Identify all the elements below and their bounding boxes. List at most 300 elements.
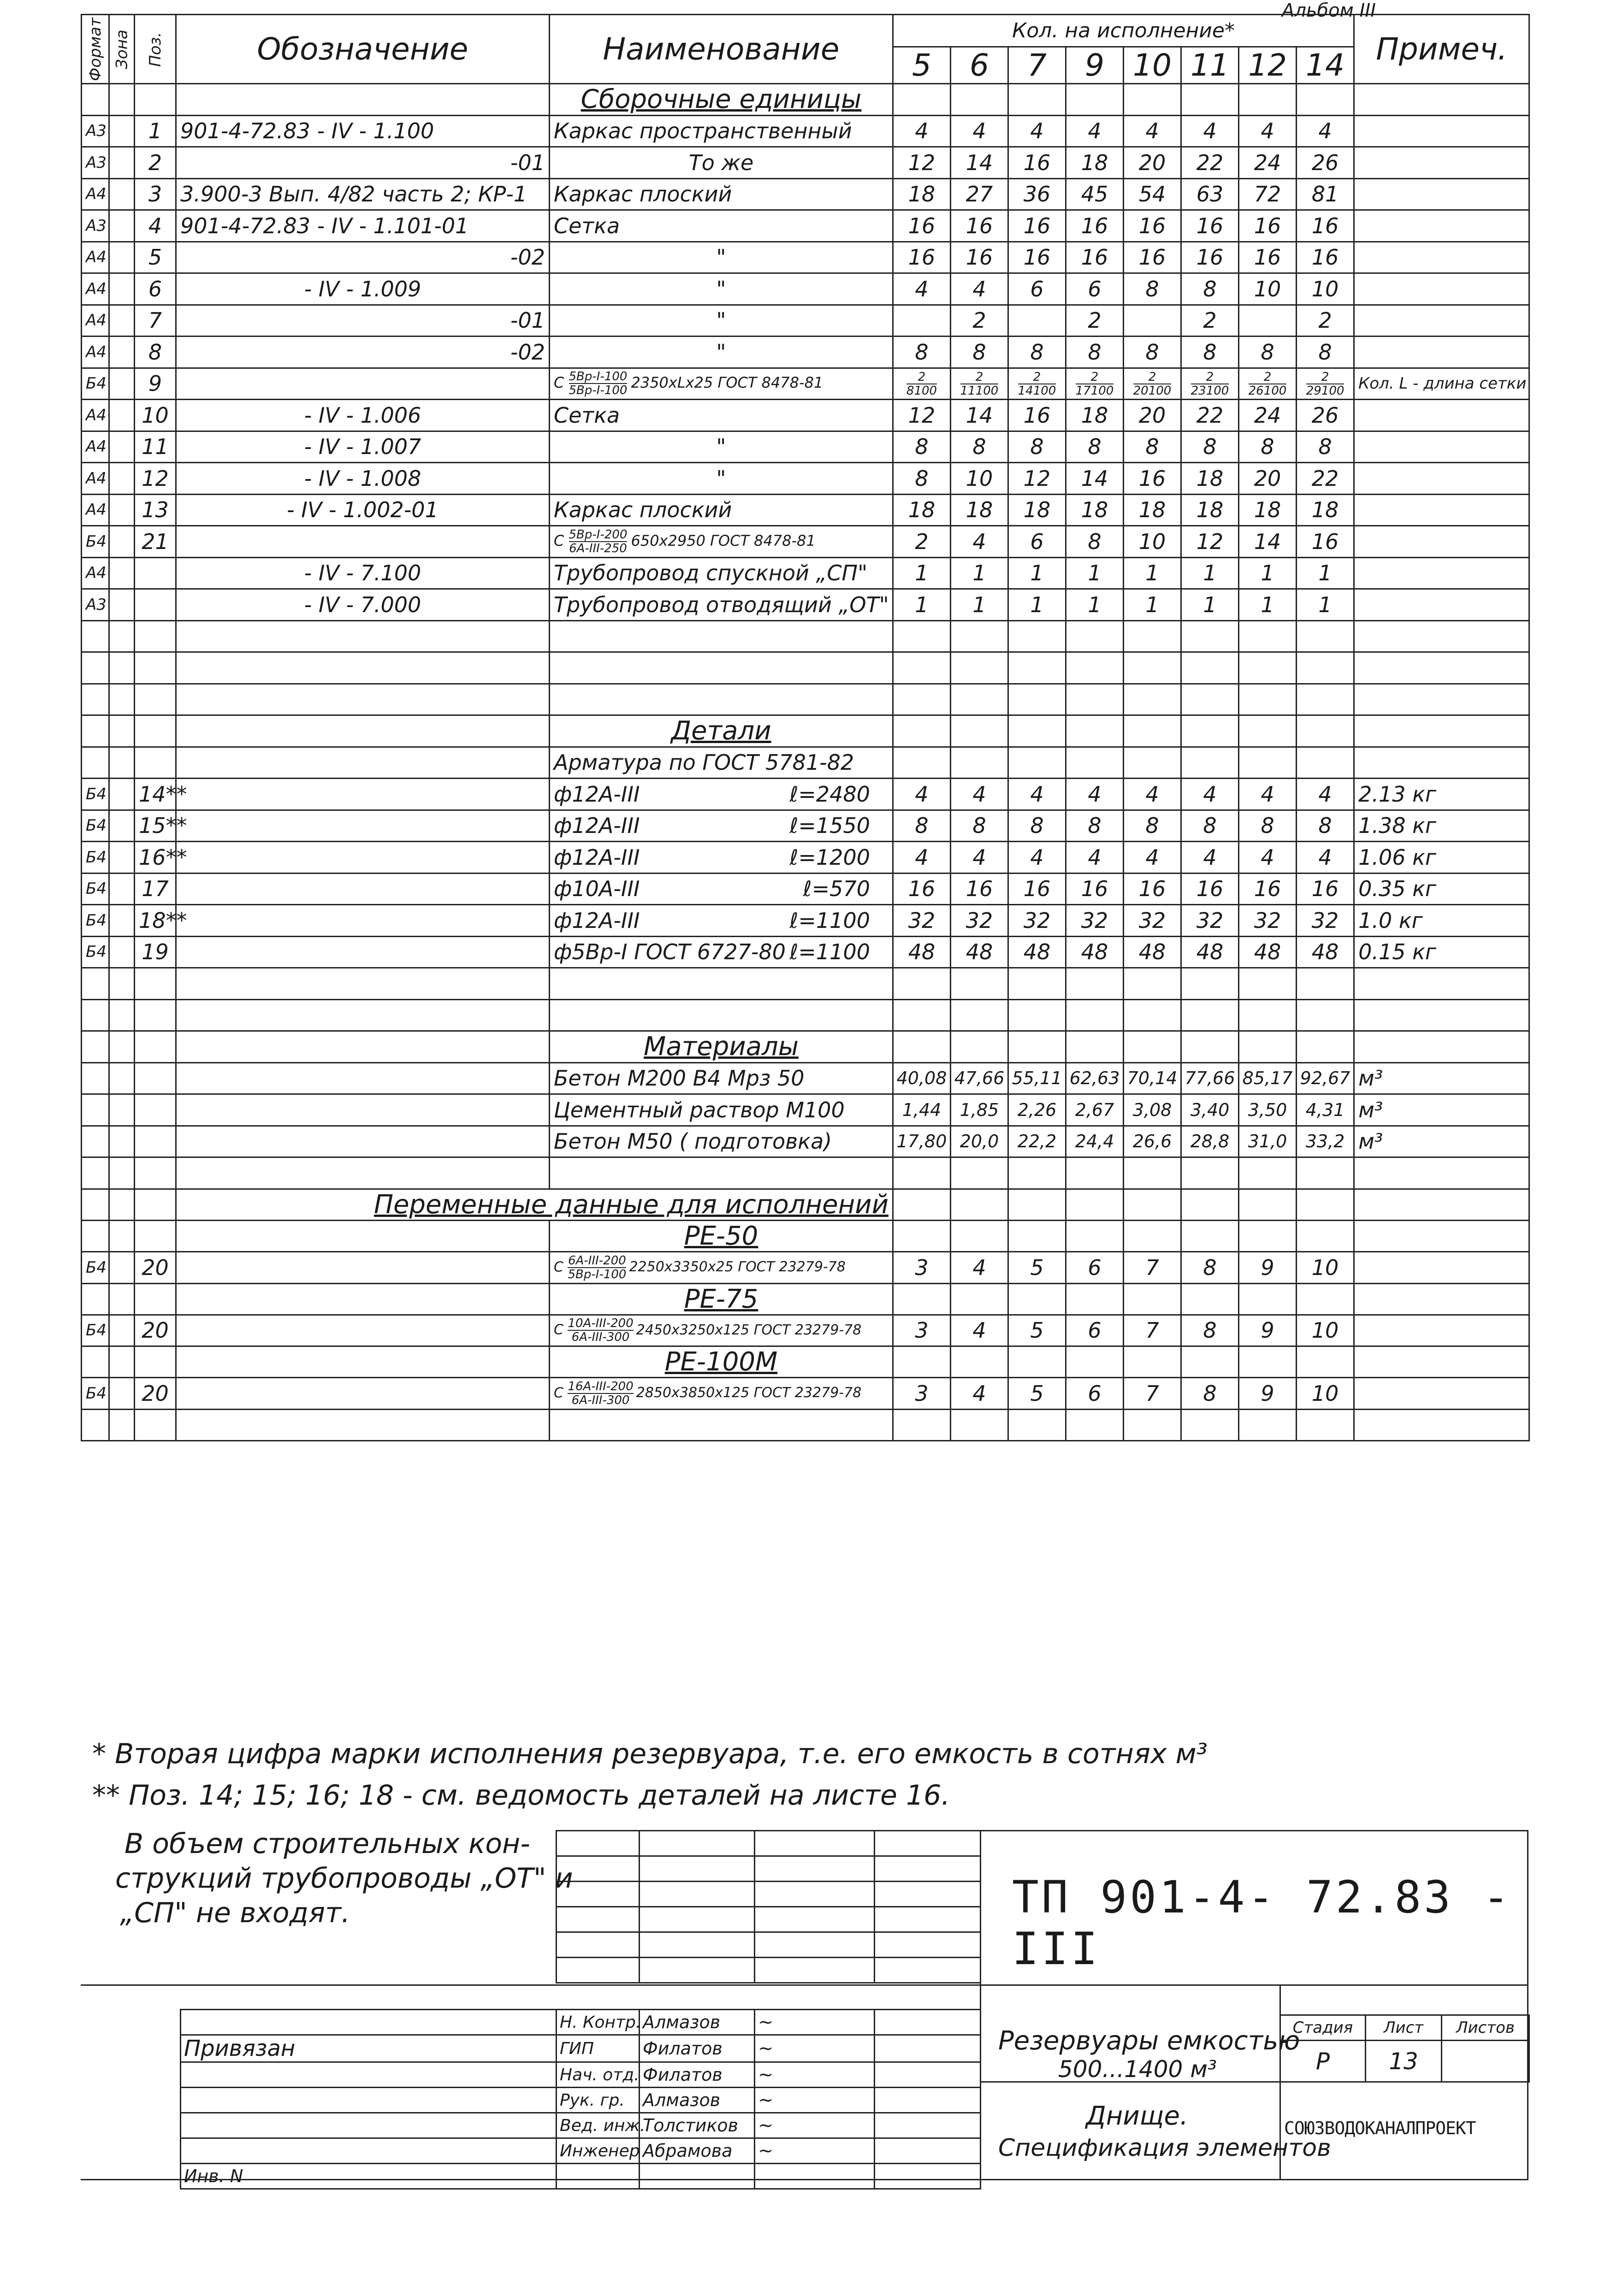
empty-cell [1066,1189,1124,1221]
empty-cell [893,84,951,116]
note-cell [1354,1315,1529,1346]
header-name: Наименование [550,15,893,84]
qty-cell: 4 [893,115,951,147]
empty-cell [1297,1346,1354,1378]
table-row-blank [82,968,1529,1000]
name-cell: Сетка [550,400,893,431]
zone-cell [109,1315,135,1346]
table-row [82,463,1529,495]
empty-cell [135,1221,176,1252]
name-cell: С $\frac{\text{10А-III-200}}{\text{6А-III-300}}$ 2450x3250x125 ГОСТ 23279-78 [550,1315,893,1346]
empty-cell [1124,1409,1181,1441]
fraction-numerator: 5Вр-I-100 [569,370,628,384]
table-row [82,368,1529,400]
qty-cell [1008,368,1066,400]
empty-cell [1297,84,1354,116]
rebar-name: ф12А-III [554,813,640,838]
rebar-fraction [568,1254,626,1281]
qty-cell: 4 [951,526,1008,558]
empty-cell [1181,1221,1239,1252]
empty-cell [82,620,109,652]
stamp-change-row [557,1958,981,1983]
name-cell [550,842,893,874]
table-row-subsection [82,1221,1529,1252]
qty-cell: 16 [1181,873,1239,905]
qty-cell: 26 [1297,147,1354,179]
header-pos: Поз. [135,15,176,84]
qty-fraction [1191,371,1229,397]
qty-cell: 8 [951,810,1008,842]
empty-cell [176,684,550,715]
qty-cell: 10 [1297,1252,1354,1284]
qty-fraction [1133,371,1172,397]
empty-cell [109,1094,135,1126]
qty-cell: 62,63 [1066,1062,1124,1094]
qty-cell: 20 [1124,400,1181,431]
fraction-denominator: 6А-III-300 [571,1393,630,1407]
empty-cell [82,1157,109,1189]
title-line-1: Резервуары емкостью [998,2026,1300,2056]
qty-cell: 16 [893,242,951,273]
empty-cell [1354,1189,1529,1221]
qty-count: 2 [906,371,937,384]
qty-cell: 4 [893,273,951,305]
qty-cell: 1 [1124,589,1181,621]
zone-cell [109,1252,135,1284]
empty-cell [1239,1189,1297,1221]
designation-cell: -02 [176,242,550,273]
table-row-subsection [82,747,1529,779]
qty-cell: 16 [1124,210,1181,242]
qty-cell: 12 [1008,463,1066,495]
note-cell: 2.13 кг [1354,779,1529,810]
rebar-length: ℓ=1100 [789,908,870,933]
empty-cell [1354,715,1529,747]
empty-cell [109,1062,135,1094]
subsection-rebar: Арматура по ГОСТ 5781-82 [550,747,893,779]
role-cell: Н. Контр. [557,2010,640,2035]
empty-cell [951,1221,1008,1252]
qty-cell: 16 [1008,873,1066,905]
empty-cell [176,1031,550,1063]
pos-cell: 18** [135,905,176,937]
stamp-role-row [181,2035,981,2062]
designation-cell: - IV - 1.007 [176,431,550,463]
empty-cell [1066,968,1124,1000]
empty-cell [1066,1409,1124,1441]
qty-cell: 8 [1124,431,1181,463]
fraction-denominator: 5Вр-I-100 [568,1267,627,1281]
qty-cell: 22,2 [1008,1126,1066,1157]
empty-cell [893,1189,951,1221]
empty-cell [109,1283,135,1315]
format-cell: А3 [82,147,109,179]
name-cell: " [550,463,893,495]
qty-cell: 32 [1181,905,1239,937]
empty-cell [1239,84,1297,116]
note-cell [1354,242,1529,273]
qty-cell: 16 [1297,873,1354,905]
note-cell: Кол. L - длина сетки [1354,368,1529,400]
empty-cell [755,1856,875,1882]
qty-cell: 18 [893,494,951,526]
fraction-denominator: 6А-III-250 [569,541,627,555]
qty-cell: 18 [1008,494,1066,526]
qty-cell: 4 [1297,779,1354,810]
empty-cell [1239,999,1297,1031]
qty-cell: 10 [1297,1315,1354,1346]
table-row [82,526,1529,558]
qty-cell: 4 [893,779,951,810]
empty-cell [1181,652,1239,684]
designation-cell [176,873,550,905]
qty-cell: 1,85 [951,1094,1008,1126]
pos-cell: 15** [135,810,176,842]
qty-cell: 4 [1181,842,1239,874]
qty-cell: 2 [1181,305,1239,336]
name-cell: Алмазов [640,2010,755,2035]
pos-cell: 7 [135,305,176,336]
empty-cell [1066,1283,1124,1315]
qty-cell: 4 [951,115,1008,147]
pos-cell: 8 [135,336,176,368]
empty-cell [176,84,550,116]
stamp-change-row [557,1856,981,1882]
pos-cell: 20 [135,1315,176,1346]
table-row-blank [82,999,1529,1031]
table-row [82,242,1529,273]
note-cell [1354,305,1529,336]
role-cell: Рук. гр. [557,2088,640,2113]
qty-cell: 85,17 [1239,1062,1297,1094]
empty-cell [893,1157,951,1189]
qty-cell: 4 [951,1378,1008,1410]
rebar-length: ℓ=2480 [789,781,870,807]
qty-length: 29100 [1306,384,1344,398]
qty-cell: 8 [1239,336,1297,368]
empty-cell [1297,715,1354,747]
stamp-change-row [557,1831,981,1856]
note-cell: 0.15 кг [1354,936,1529,968]
qty-cell [1297,368,1354,400]
empty-cell [640,1958,755,1983]
empty-cell [1124,1189,1181,1221]
empty-cell [1354,652,1529,684]
fraction-denominator: 6А-III-300 [571,1330,630,1345]
note-cell [1354,557,1529,589]
table-row [82,1126,1529,1157]
rebar-length: ℓ=570 [803,876,870,902]
qty-cell: 3 [893,1252,951,1284]
qty-cell: 20,0 [951,1126,1008,1157]
empty-cell [82,684,109,715]
designation-cell: - IV - 1.002-01 [176,494,550,526]
empty-cell [176,1157,550,1189]
format-cell: Б4 [82,936,109,968]
empty-cell [893,1031,951,1063]
empty-cell [1239,1283,1297,1315]
name-cell: Толстиков [640,2113,755,2138]
empty-cell [1124,715,1181,747]
zone-cell [109,873,135,905]
zone-cell [109,273,135,305]
qty-cell: 8 [1066,431,1124,463]
zone-cell [109,305,135,336]
qty-cell: 8 [1066,336,1124,368]
qty-cell: 6 [1008,273,1066,305]
empty-cell [951,747,1008,779]
designation-cell [176,1252,550,1284]
privyazan-label: Привязан [181,2035,557,2062]
format-cell: Б4 [82,779,109,810]
qty-length: 17100 [1075,384,1114,398]
empty-cell [1066,84,1124,116]
qty-fraction [1249,371,1287,397]
empty-cell [951,1409,1008,1441]
qty-cell: 48 [1181,936,1239,968]
rebar-name: ф12А-III [554,908,640,933]
note-cell [1354,273,1529,305]
empty-cell [176,1409,550,1441]
empty-cell [135,999,176,1031]
pos-cell: 5 [135,242,176,273]
designation-cell: - IV - 7.100 [176,557,550,589]
table-row [82,210,1529,242]
empty-cell [109,1346,135,1378]
table-row [82,1252,1529,1284]
qty-cell: 6 [1066,1315,1124,1346]
qty-length: 23100 [1190,384,1229,398]
stamp-left-cell [181,2010,557,2035]
table-row [82,557,1529,589]
empty-cell [1124,652,1181,684]
qty-cell: 63 [1181,178,1239,210]
qty-cell: 20 [1239,463,1297,495]
qty-cell [951,368,1008,400]
qty-cell: 18 [1124,494,1181,526]
empty-cell [82,747,109,779]
format-cell: А4 [82,336,109,368]
empty-cell [1066,684,1124,715]
empty-cell [550,1157,893,1189]
qty-length: 11100 [960,384,999,398]
qty-cell: 7 [1124,1252,1181,1284]
table-row-section [82,84,1529,116]
name-cell [550,873,893,905]
qty-cell: 12 [893,147,951,179]
empty-cell [1124,747,1181,779]
empty-cell [550,999,893,1031]
empty-cell [1354,1157,1529,1189]
qty-cell: 1 [1066,557,1124,589]
designation-cell [176,1378,550,1410]
empty-cell [109,747,135,779]
qty-length: 26100 [1248,384,1287,398]
qty-cell: 2 [893,526,951,558]
empty-cell [1066,1221,1124,1252]
rebar-fraction [568,1380,633,1407]
empty-cell [135,747,176,779]
empty-cell [1181,1409,1239,1441]
empty-cell [557,1856,640,1882]
designation-cell [176,810,550,842]
qty-cell: 8 [1239,431,1297,463]
empty-cell [176,999,550,1031]
table-row [82,431,1529,463]
designation-cell [176,368,550,400]
empty-cell [1008,999,1066,1031]
qty-cell: 16 [1008,400,1066,431]
qty-cell: 8 [1181,431,1239,463]
empty-cell [82,1221,109,1252]
qty-cell: 8 [1124,810,1181,842]
empty-cell [82,999,109,1031]
empty-cell [1124,84,1181,116]
name-cell: " [550,273,893,305]
empty-cell [1354,620,1529,652]
empty-cell [550,968,893,1000]
qty-cell: 24 [1239,147,1297,179]
signature-cell: ~ [755,2138,875,2164]
qty-cell: 4 [1124,115,1181,147]
zone-cell [109,210,135,242]
qty-cell [1239,368,1297,400]
qty-count: 2 [1191,371,1229,384]
qty-cell: 14 [951,147,1008,179]
table-row-blank [82,1157,1529,1189]
qty-length: 8100 [906,384,937,398]
qty-fraction [1306,371,1344,397]
name-cell: " [550,242,893,273]
role-cell: Нач. отд. [557,2062,640,2088]
empty-cell [893,1346,951,1378]
empty-cell [1239,1031,1297,1063]
empty-cell [1008,1157,1066,1189]
empty-cell [1066,652,1124,684]
empty-cell [109,1031,135,1063]
zone-cell [109,400,135,431]
pos-cell: 1 [135,115,176,147]
designation-cell: - IV - 7.000 [176,589,550,621]
empty-cell [1008,747,1066,779]
table-row-section [82,1031,1529,1063]
qty-cell: 4 [893,842,951,874]
empty-cell [82,652,109,684]
qty-cell: 8 [1124,273,1181,305]
empty-cell [951,1189,1008,1221]
qty-cell: 8 [1066,810,1124,842]
album-label: Альбом III [1282,0,1376,21]
qty-cell: 8 [1181,810,1239,842]
empty-cell [875,1958,981,1983]
qty-cell: 16 [951,210,1008,242]
name-cell: Каркас пространственный [550,115,893,147]
empty-cell [640,1907,755,1932]
table-row [82,400,1529,431]
section-variable-data: Переменные данные для исполнений [176,1189,893,1221]
designation-cell [176,905,550,937]
table-row-subsection [82,1346,1529,1378]
header-zone: Зона [109,15,135,84]
name-cell: Каркас плоский [550,494,893,526]
format-cell: Б4 [82,842,109,874]
sheet-value: 13 [1366,2041,1442,2082]
empty-cell [176,1221,550,1252]
empty-cell [951,1283,1008,1315]
empty-cell [135,84,176,116]
table-row [82,810,1529,842]
rebar-name: ф10А-III [554,876,640,902]
qty-cell: 22 [1181,400,1239,431]
qty-cell: 16 [1124,242,1181,273]
stage-header: Стадия [1280,2015,1366,2041]
empty-cell [109,999,135,1031]
title-block [81,1830,1528,2186]
empty-cell [951,652,1008,684]
note-cell [1354,589,1529,621]
rebar-name: ф12А-III [554,844,640,870]
format-cell: А4 [82,400,109,431]
table-row [82,905,1529,937]
note-cell [1354,178,1529,210]
qty-cell: 14 [1066,463,1124,495]
section-details: Детали [550,715,893,747]
name-cell: " [550,305,893,336]
empty-cell [1239,684,1297,715]
qty-count: 2 [1018,371,1056,384]
stamp-inv-row [181,2164,981,2189]
empty-cell [1354,1283,1529,1315]
qty-cell: 70,14 [1124,1062,1181,1094]
empty-cell [1297,684,1354,715]
empty-cell [82,1346,109,1378]
rebar-name: ф5Вр-I ГОСТ 6727-80 [554,939,786,965]
qty-cell: 12 [893,400,951,431]
name-cell: С $\frac{\text{6А-III-200}}{5Вр-I-100}$ 2250x3350x25 ГОСТ 23279-78 [550,1252,893,1284]
qty-cell: 1 [951,557,1008,589]
rebar-fraction [569,370,628,397]
qty-cell: 4 [1297,842,1354,874]
empty-cell [893,1409,951,1441]
pos-cell: 2 [135,147,176,179]
note-cell: 1.06 кг [1354,842,1529,874]
empty-cell [82,1094,109,1126]
empty-cell [82,1062,109,1094]
empty-cell [1181,747,1239,779]
sheets-header: Листов [1442,2015,1529,2041]
empty-cell [1239,1409,1297,1441]
name-cell: Бетон М50 ( подготовка) [550,1126,893,1157]
qty-cell: 16 [1066,210,1124,242]
empty-cell [1124,684,1181,715]
empty-cell [82,1409,109,1441]
qty-cell: 32 [1124,905,1181,937]
designation-cell: -01 [176,147,550,179]
empty-cell [135,1094,176,1126]
stamp-left-cell [181,2113,557,2138]
qty-cell: 36 [1008,178,1066,210]
qty-cell: 48 [1066,936,1124,968]
zone-cell [109,463,135,495]
empty-cell [875,1856,981,1882]
qty-cell: 6 [1066,1252,1124,1284]
name-cell [550,936,893,968]
empty-cell [82,1126,109,1157]
table-row-section [82,715,1529,747]
header-note: Примеч. [1354,15,1529,84]
name-cell [550,779,893,810]
qty-cell: 8 [1181,336,1239,368]
